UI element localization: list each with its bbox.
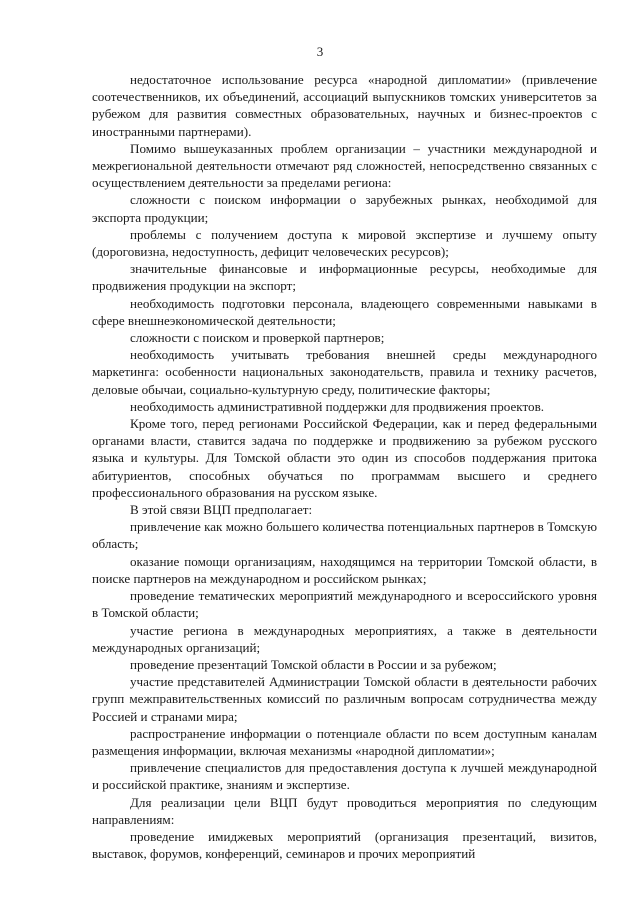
page-number: 3: [316, 44, 324, 59]
paragraph: значительные финансовые и информационные ресурсы, необходимые для продвижения продукции на экспорт;: [92, 261, 597, 294]
paragraph: необходимость учитывать требования внешней среды международного маркетинга: особенности национальных законодательств, правила и технику расчетов, деловые обычаи, социально-культурную среду, политические факторы;: [92, 347, 597, 397]
paragraph: Для реализации цели ВЦП будут проводиться мероприятия по следующим направлениям:: [92, 794, 597, 827]
paragraph: оказание помощи организациям, находящимся на территории Томской области, в поиске партнеров на международном и российском рынках;: [92, 553, 597, 586]
paragraph: В этой связи ВЦП предполагает:: [130, 502, 313, 518]
paragraph: необходимость административной поддержки для продвижения проектов.: [130, 398, 545, 414]
paragraph: Помимо вышеуказанных проблем организации – участники международной и межрегиональной деятельности отмечают ряд сложностей, непосредственно связанных с осуществлением деятельности за пределами региона:: [92, 140, 597, 191]
paragraph: недостаточное использование ресурса «народной дипломатии» (привлечение соотечественников, их объединений, ассоциаций выпускников томских университетов за рубежом для развития совместных образовательных, научных и бизнес-проектов с иностранными партнерами).: [92, 72, 597, 139]
paragraph: привлечение специалистов для предоставления доступа к лучшей международной и российской практике, знаниям и экспертизе.: [92, 760, 597, 793]
paragraph: привлечение как можно большего количества потенциальных партнеров в Томскую область;: [92, 519, 597, 552]
paragraph: участие региона в международных мероприятиях, а также в деятельности международных организаций;: [92, 622, 597, 655]
paragraph: участие представителей Администрации Томской области в деятельности рабочих групп межправительственных комиссий по различным вопросам сотрудничества между Россией и странами мира;: [92, 674, 597, 724]
paragraph: сложности с поиском и проверкой партнеров;: [130, 330, 385, 346]
paragraph: Кроме того, перед регионами Российской Федерации, как и перед федеральными органами власти, ставится задача по поддержке и продвижению за рубежом русского языка и культуры. Для Томской области это один из способов поддержания притока абитуриентов, способных обучаться по программам высшего и среднего профессионального образования на русском языке.: [92, 416, 597, 500]
document-body: [92, 71, 597, 862]
paragraph: проведение тематических мероприятий международного и всероссийского уровня в Томской области;: [92, 588, 597, 621]
paragraph: необходимость подготовки персонала, владеющего современными навыками в сфере внешнеэкономической деятельности;: [92, 295, 597, 328]
paragraph: проведение имиджевых мероприятий (организация презентаций, визитов, выставок, форумов, конференций, семинаров и прочих мероприятий: [92, 828, 597, 862]
paragraph: сложности с поиском информации о зарубежных рынках, необходимой для экспорта продукции;: [92, 192, 597, 225]
paragraph: проблемы с получением доступа к мировой экспертизе и лучшему опыту (дороговизна, недоступность, дефицит человеческих ресурсов);: [92, 226, 597, 260]
paragraph: распространение информации о потенциале области по всем доступным каналам размещения информации, включая механизмы «народной дипломатии»;: [92, 725, 597, 758]
paragraph: проведение презентаций Томской области в России и за рубежом;: [130, 656, 497, 672]
